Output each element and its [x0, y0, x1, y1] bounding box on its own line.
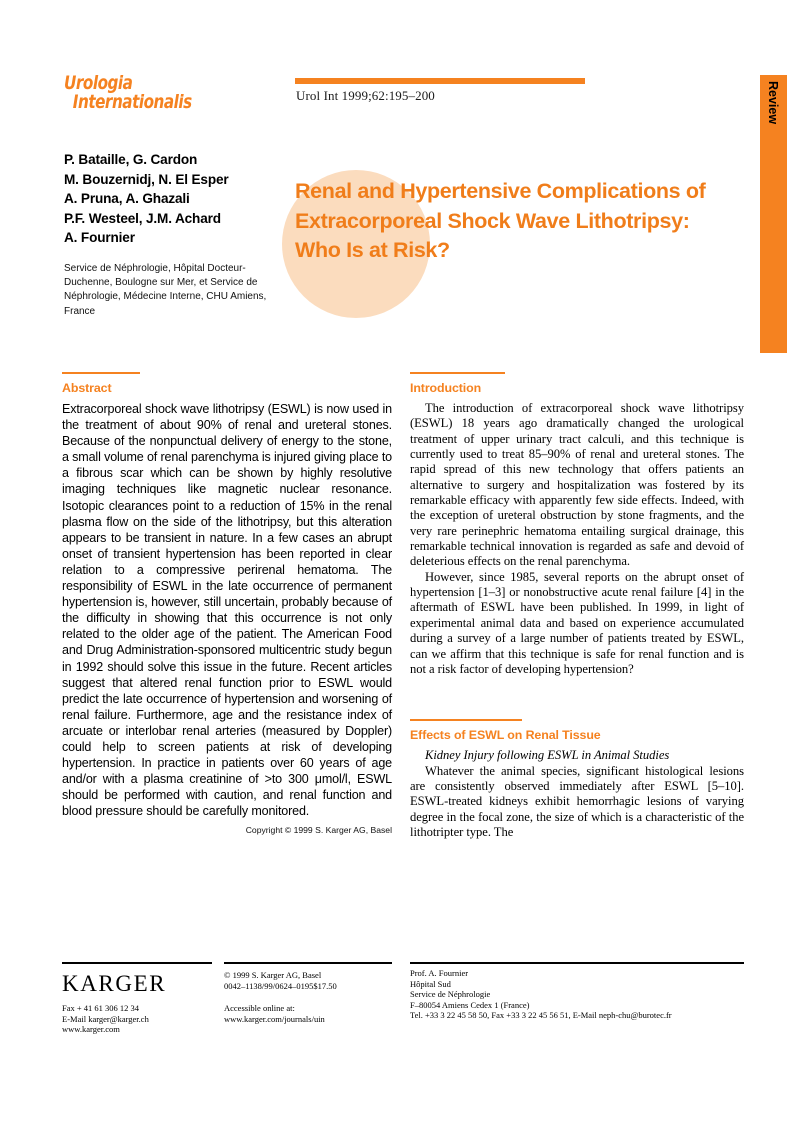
- author-list: P. Bataille, G. Cardon M. Bouzernidj, N. El Esper A. Pruna, A. Ghazali P.F. Westeel, J.M. Achard A. Fournier: [64, 152, 229, 246]
- article-type-tab: [760, 75, 787, 353]
- abstract-copyright: Copyright © 1999 S. Karger AG, Basel: [245, 825, 392, 836]
- footer-rule-right: [410, 962, 744, 964]
- citation-line: Urol Int 1999;62:195–200: [296, 88, 435, 103]
- section-spacer: [410, 677, 744, 719]
- abstract-rule: [62, 372, 140, 374]
- abstract-heading: Abstract: [62, 381, 112, 395]
- journal-logo-line2: Internationalis: [72, 91, 192, 113]
- article-type-label: Review: [766, 81, 780, 125]
- effects-paragraph-1: Whatever the animal species, significant histological lesions are consistently observed immediately after ESWL [5–10]. ESWL-treated kidneys exhibit hemorrhagic lesions of varying degree in the focal zone, the size of which is a characteristic of the lithotripter type. The: [410, 763, 744, 839]
- footer-rule-mid: [224, 962, 392, 964]
- page-title: Renal and Hypertensive Complications of Extracorporeal Shock Wave Lithotripsy: Who Is at Risk?: [295, 179, 706, 263]
- effects-rule: [410, 719, 522, 721]
- left-column: [62, 372, 392, 835]
- publisher-contact: Fax + 41 61 306 12 34 E-Mail karger@karger.ch www.karger.com: [62, 1003, 149, 1035]
- introduction-paragraph-2: However, since 1985, several reports on the abrupt onset of hypertension [1–3] or nonobstructive acute renal failure [4] in the aftermath of ESWL have been published. In 1999, in light of experimental animal data and based on experience accumulated during a survey of a large number of patients treated by ESWL, can we affirm that this technique is safe for renal function and is not a risk factor of developing hypertension?: [410, 569, 744, 676]
- citation-rule: [295, 78, 585, 84]
- abstract-text: Extracorporeal shock wave lithotripsy (ESWL) is now used in the treatment of about 90% of renal and ureteral stones. Because of the nonpunctual delivery of energy to the stone, a small volume of renal parenchyma is injured giving place to a fibrous scar which can be shown by highly resolutive imaging techniques like magnetic nuclear resonance. Isotopic clearances point to a reduction of 15% in the renal plasma flow on the side of the lithotripsy, but this alteration appears to be transient in nature. In a few cases an abrupt onset of transient hypertension has been reported in clear relation to a compressive perirenal hematoma. The responsibility of ESWL in the late occurrence of permanent hypertension is, however, still uncertain, probably because of the difficulty in showing that this occurrence is not only related to the older age of the patient. The American Food and Drug Administration-sponsored multicentric study begun in 1992 should solve this issue in the future. Recent articles suggest that altered renal function prior to ESWL would predict the late occurrence of hypertension and worsening of renal failure. Furthermore, age and the resistance index of arcuate or interlobar renal arteries (measured by Doppler) could help to screen patients at risk of developing hypertension. In practice in patients over 60 years of age and/or with a plasma creatinine of >to 300 μmol/l, ESWL should be performed with caution, and renal function and blood pressure should be carefully monitored.: [62, 402, 392, 819]
- introduction-paragraph-1: The introduction of extracorporeal shock wave lithotripsy (ESWL) 18 years ago dramatically changed the urological treatment of upper urinary tract calculi, and this technique is currently used to treat 85–90% of renal and ureteral stones. The rapid spread of this new technology that offers patients an alternative to surgery and hospitalization was fostered by its remarkable efficacy with apparently few side effects. Indeed, with the exception of ureteral obstruction by stone fragments, and the very rare perinephric hematoma entailing surgical drainage, this remarkable technical innovation is regarded as safe and devoid of deleterious effects on the renal parenchyma.: [410, 401, 744, 569]
- effects-body: [410, 748, 744, 840]
- journal-logo: [64, 74, 200, 112]
- introduction-rule: [410, 372, 505, 374]
- introduction-heading: Introduction: [410, 381, 482, 395]
- effects-heading: Effects of ESWL on Renal Tissue: [410, 728, 601, 743]
- publisher-logo: KARGER: [62, 971, 167, 996]
- footer-online-access: Accessible online at: www.karger.com/journals/uin: [224, 1003, 325, 1024]
- journal-logo-line1: Urologia: [64, 72, 133, 94]
- footer-rule-left: [62, 962, 212, 964]
- effects-subheading: Kidney Injury following ESWL in Animal Studies: [425, 748, 670, 763]
- affiliation: Service de Néphrologie, Hôpital Docteur-Duchenne, Boulogne sur Mer, et Service de Néphrologie, Médecine Interne, CHU Amiens, France: [64, 263, 267, 317]
- right-column: [410, 372, 744, 840]
- correspondence-block: Prof. A. Fournier Hôpital Sud Service de Néphrologie F–80054 Amiens Cedex 1 (France) Tel. +33 3 22 45 58 50, Fax +33 3 22 45 56 51, E-Mail neph-chu@burotec.fr: [410, 968, 672, 1021]
- footer-copyright: © 1999 S. Karger AG, Basel 0042–1138/99/0624–0195$17.50: [224, 970, 337, 991]
- introduction-body: [410, 401, 744, 677]
